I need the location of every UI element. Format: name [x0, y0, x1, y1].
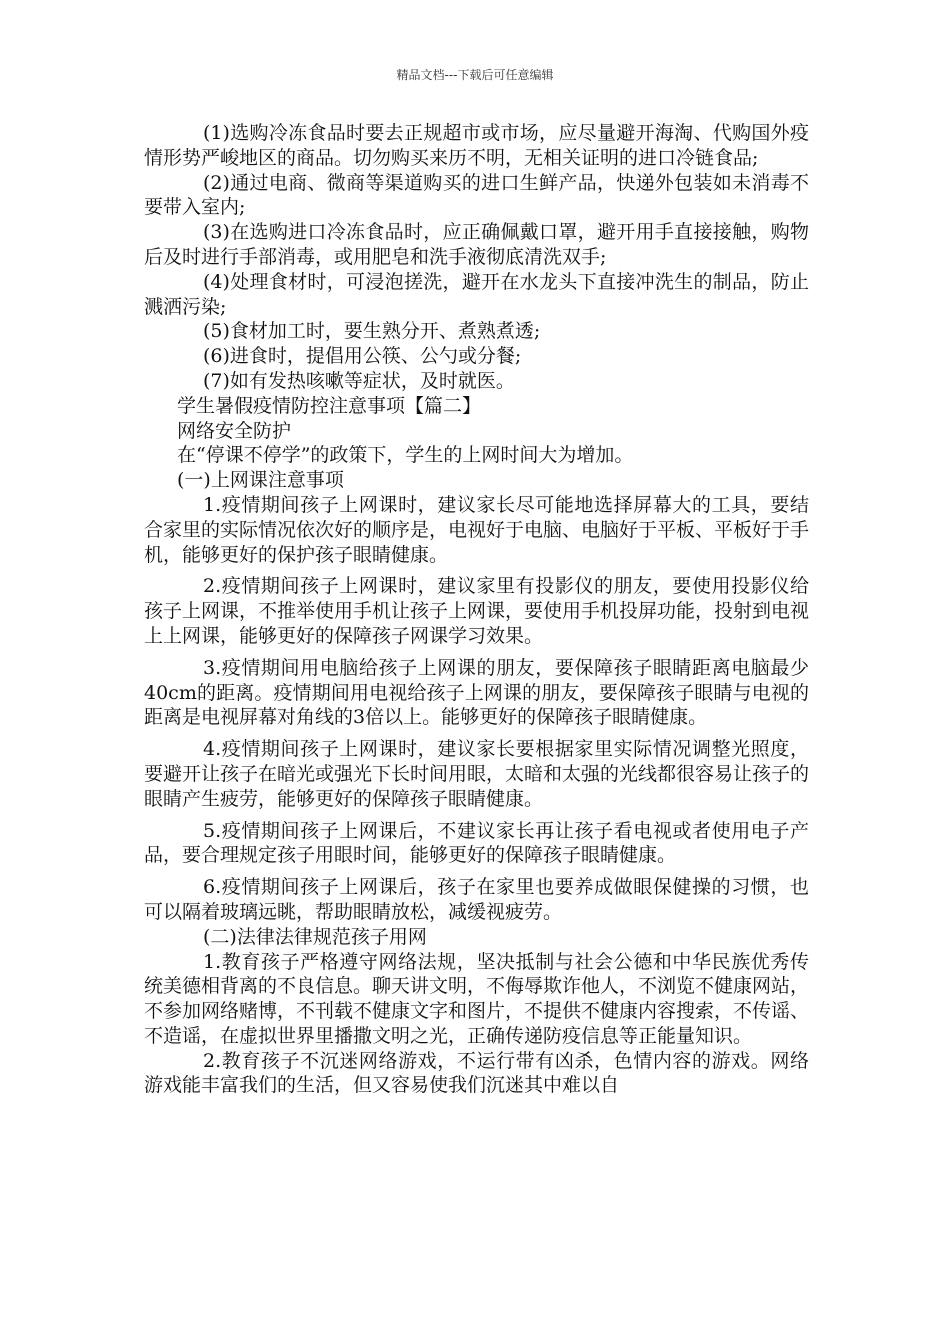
- paragraph-cold-chain-6: (6)进食时，提倡用公筷、公勺或分餐;: [203, 345, 522, 368]
- paragraph-online-class-4: 4.疫情期间孩子上网课时，建议家长要根据家里实际情况调整光照度，要避开让孩子在暗光或强光下长时间用眼，太暗和太强的光线都很容易让孩子的眼睛产生疲劳，能够更好的保障孩子眼睛健康。: [144, 738, 810, 810]
- paragraph-cold-chain-2: (2)通过电商、微商等渠道购买的进口生鲜产品，快递外包装如未消毒不要带入室内;: [144, 171, 809, 219]
- paragraph-online-class-6: 6.疫情期间孩子上网课后，孩子在家里也要养成做眼保健操的习惯，也可以隔着玻璃远眺，帮助眼睛放松，减缓视疲劳。: [144, 876, 809, 923]
- paragraph-online-class-2: 2.疫情期间孩子上网课时，建议家里有投影仪的朋友，要使用投影仪给孩子上网课，不推举使用手机让孩子上网课，要使用手机投屏功能，投射到电视上上网课，能够更好的保障孩子网课学习效果。: [144, 575, 810, 647]
- paragraph-cold-chain-5: (5)食材加工时，要生熟分开、煮熟煮透;: [203, 320, 541, 343]
- page-header: 精品文档---下载后可任意编辑: [396, 68, 554, 82]
- paragraph-law-1: 1.教育孩子严格遵守网络法规，坚决抵制与社会公德和中华民族优秀传统美德相背离的不良信息。聊天讲文明，不侮辱欺诈他人，不浏览不健康网站，不参加网络赌博，不刊载不健康文字和图片，不提供不健康内容搜索，不传谣、不造谣，在虚拟世界里播撒文明之光，正确传递防疫信息等正能量知识。: [144, 950, 810, 1047]
- paragraph-cold-chain-3: (3)在选购进口冷冻食品时，应正确佩戴口罩，避开用手直接接触，购物后及时进行手部消毒，或用肥皂和洗手液彻底清洗双手;: [144, 221, 809, 268]
- paragraph-law-2: 2.教育孩子不沉迷网络游戏，不运行带有凶杀，色情内容的游戏。网络游戏能丰富我们的生活，但又容易使我们沉迷其中难以自: [144, 1049, 809, 1097]
- document-body: [144, 121, 809, 1098]
- paragraph-online-class-3: 3.疫情期间用电脑给孩子上网课的朋友，要保障孩子眼睛距离电脑最少40cm的距离。疫情期间用电视给孩子上网课的朋友，要保障孩子眼睛与电视的距离是电视屏幕对角线的3倍以上。能够更好的保障孩子眼睛健康。: [144, 656, 809, 729]
- paragraph-online-class-5: 5.疫情期间孩子上网课后，不建议家长再让孩子看电视或者使用电子产品，要合理规定孩子用眼时间，能够更好的保障孩子眼睛健康。: [144, 819, 809, 867]
- subheading-online-class: (一)上网课注意事项: [177, 469, 344, 492]
- paragraph-cold-chain-7: (7)如有发热咳嗽等症状，及时就医。: [203, 369, 515, 392]
- section-heading-network-safety: 网络安全防护: [177, 419, 292, 442]
- paragraph-online-class-1: 1.疫情期间孩子上网课时，建议家长尽可能地选择屏幕大的工具，要结合家里的实际情况依次好的顺序是，电视好于电脑、电脑好于平板、平板好于手机，能够更好的保护孩子眼睛健康。: [144, 493, 810, 566]
- paragraph-cold-chain-1: (1)选购冷冻食品时要去正规超市或市场，应尽量避开海淘、代购国外疫情形势严峻地区的商品。切勿购买来历不明，无相关证明的进口冷链食品;: [144, 122, 809, 169]
- section-heading-part-two: 学生暑假疫情防控注意事项【篇二】: [177, 394, 482, 417]
- subheading-law-regulation: (二)法律法律规范孩子用网: [203, 925, 427, 948]
- paragraph-cold-chain-4: (4)处理食材时，可浸泡搓洗，避开在水龙头下直接冲洗生的制品，防止溅洒污染;: [144, 270, 809, 318]
- paragraph-intro: 在“停课不停学”的政策下，学生的上网时间大为增加。: [177, 444, 634, 467]
